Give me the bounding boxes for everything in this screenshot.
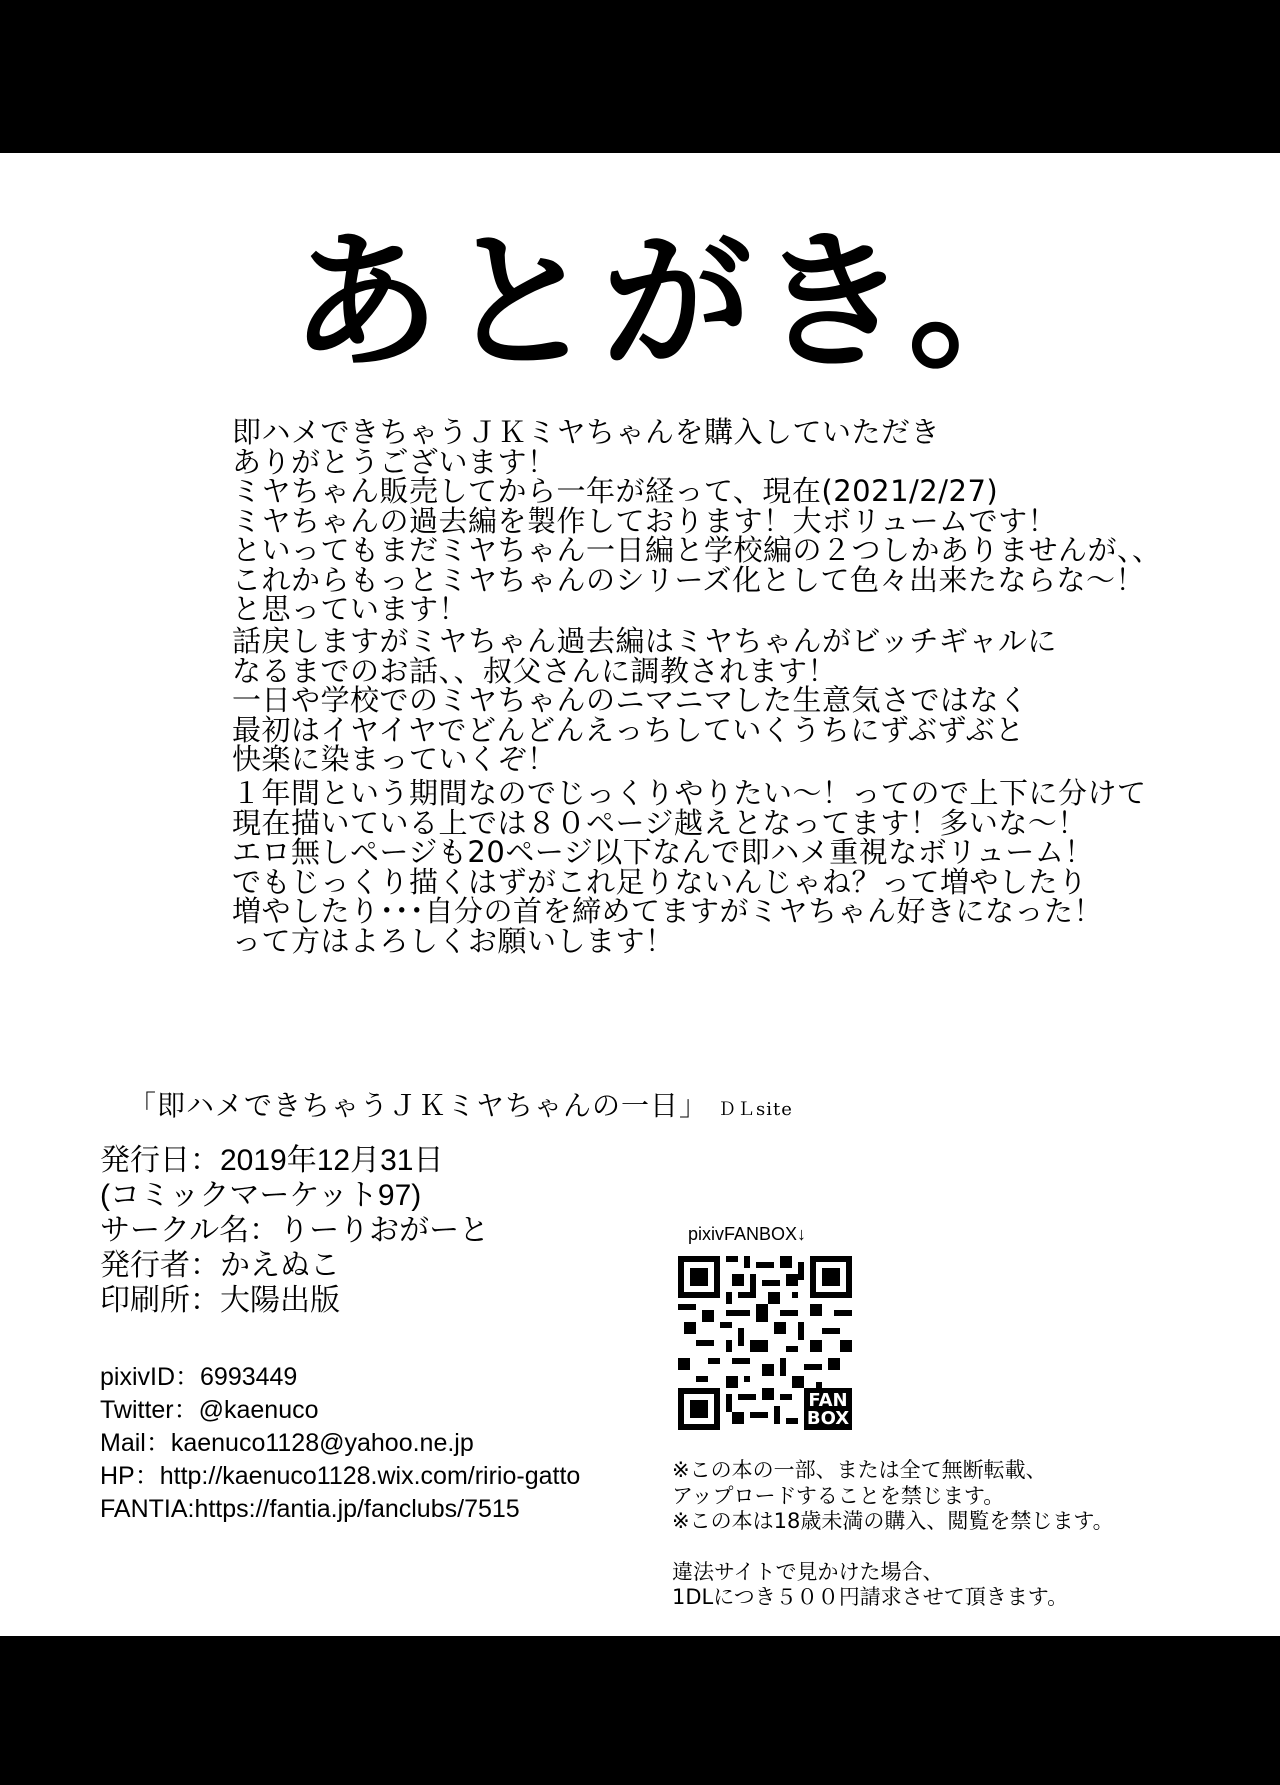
text-line: ミヤちゃん販売してから一年が経って、現在(2021/2/27) [232, 474, 999, 508]
text-line: 一日や学校でのミヤちゃんのニマニマした生意気さではなく [232, 683, 1029, 717]
text-line: と思っています！ [232, 592, 469, 626]
book-title [128, 1084, 793, 1124]
notice-line: ※この本の一部、または全て無断転載、 [672, 1458, 1047, 1482]
paragraph-story [232, 624, 1057, 776]
text-line: でもじっくり描くはずがこれ足りないんじゃね？って増やしたり [232, 864, 1088, 899]
colophon-line: 発行者：かえぬこ [100, 1249, 340, 1282]
colophon [100, 1143, 489, 1318]
text-line: ありがとうございます！ [232, 444, 557, 479]
fanbox-label: pixivFANBOX↓ [688, 1224, 807, 1244]
qr-code-icon[interactable] [678, 1256, 852, 1430]
paragraph-volume [232, 776, 1147, 958]
text-line: これからもっとミヤちゃんのシリーズ化として色々出来たならな～！ [232, 562, 1146, 597]
text-line: エロ無しページも20ページ以下なんで即ハメ重視なボリューム！ [232, 835, 1094, 869]
notice-line: ※この本は18歳未満の購入、閲覧を禁じます。 [672, 1509, 1114, 1533]
colophon-line: 発行日：2019年12月31日 [100, 1144, 444, 1177]
qr-badge-bottom: BOX [806, 1408, 850, 1429]
qr-badge-top: FAN [808, 1390, 848, 1411]
text-line: ミヤちゃんの過去編を製作しております！大ボリュームです！ [232, 503, 1058, 538]
text-line: 快楽に染まっていくぞ！ [232, 742, 557, 776]
text-line: 現在描いている上では８０ページ越えとなってます！多いな～！ [232, 805, 1087, 840]
text-line: なるまでのお話、、叔父さんに調教されます！ [232, 653, 838, 688]
contact-line: Mail：kaenuco1128@yahoo.ne.jp [100, 1429, 474, 1457]
afterword-heading: あとがき。 [290, 216, 1065, 390]
colophon-line: サークル名：りーりおがーと [100, 1214, 490, 1247]
book-title-text: 「即ハメできちゃうＪＫミヤちゃんの一日」 [128, 1089, 709, 1122]
text-line: 最初はイヤイヤでどんどんえっちしていくうちにずぶずぶと [232, 712, 1025, 747]
text-line: 即ハメできちゃうＪＫミヤちゃんを購入していただき [232, 415, 941, 449]
notice-line: 1DLにつき５００円請求させて頂きます。 [672, 1585, 1069, 1609]
copyright-notice [672, 1458, 1114, 1611]
contact-line: Twitter：@kaenuco [100, 1396, 319, 1424]
contact-line: pixivID：6993449 [100, 1363, 298, 1391]
text-line: 増やしたり･･･自分の首を締めてますがミヤちゃん好きになった！ [232, 894, 1104, 928]
contact-info [100, 1361, 580, 1526]
contact-line: HP：http://kaenuco1128.wix.com/ririo-gatto [100, 1462, 581, 1490]
text-line: って方はよろしくお願いします！ [232, 923, 675, 958]
afterword-page [0, 153, 1280, 1636]
notice-line: 違法サイトで見かけた場合、 [672, 1559, 944, 1584]
store-name: ＤＬsite [718, 1099, 793, 1120]
colophon-line: (コミックマーケット97) [100, 1179, 422, 1212]
text-line: 話戻しますがミヤちゃん過去編はミヤちゃんがビッチギャルに [232, 624, 1057, 658]
colophon-line: 印刷所：大陽出版 [100, 1284, 340, 1317]
text-line: といってもまだミヤちゃん一日編と学校編の２つしかありませんが、、 [232, 533, 1162, 567]
paragraph-thanks [232, 415, 1162, 626]
text-line: １年間という期間なのでじっくりやりたい～！ってので上下に分けて [232, 776, 1147, 810]
contact-line: FANTIA:https://fantia.jp/fanclubs/7515 [100, 1495, 520, 1523]
notice-line: アップロードすることを禁じます。 [672, 1483, 1005, 1508]
